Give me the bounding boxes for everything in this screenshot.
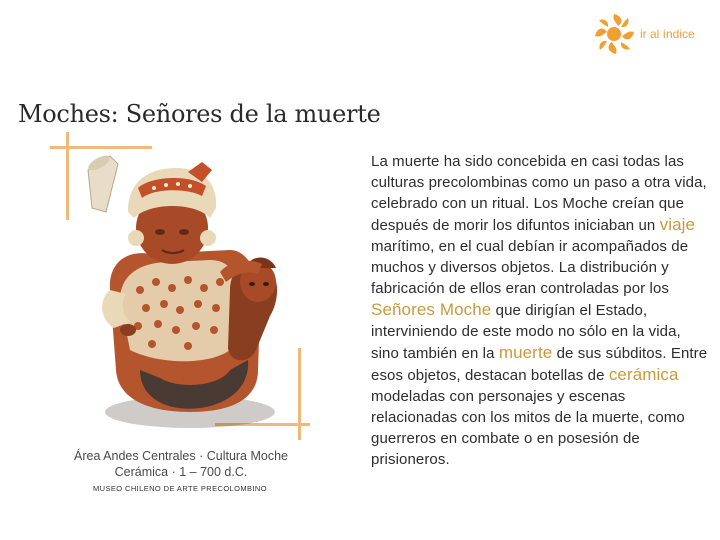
caption-line-1: Área Andes Centrales · Cultura Moche [74, 449, 288, 463]
highlight-viaje: viaje [659, 215, 696, 234]
caption-line-2: Cerámica · 1 – 700 d.C. [114, 465, 248, 479]
sun-spiral-logo-icon[interactable] [592, 12, 638, 56]
body-text-1: La muerte ha sido concebida en casi todas las culturas precolombinas como un paso a otra vida, celebrado con un ritual. Los Moche creían que después de morir los difuntos iniciaban un [371, 153, 707, 234]
body-text-2: marítimo, en el cual debían ir acompañados de muchos y diversos objetos. La distribución y fabricación de ellos eran controladas por los [371, 238, 689, 297]
body-text-5: modeladas con personajes y escenas relacionadas con los mitos de la muerte, como guerreros en combate o en posesión de prisioneros. [371, 388, 685, 468]
highlight-senores-moche: Señores Moche [371, 300, 492, 319]
figure-caption [50, 448, 312, 480]
highlight-ceramica: cerámica [608, 365, 679, 384]
body-text-4: de sus súbditos. Entre esos objetos, destacan botellas de [371, 345, 708, 384]
museum-credit: MUSEO CHILENO DE ARTE PRECOLOMBINO [93, 484, 267, 493]
moche-ceramic-figure [80, 150, 305, 435]
body-text-3: que dirigían el Estado, interviniendo de este modo no sólo en la vida, sino también en la [371, 302, 681, 362]
index-link[interactable]: ir al índice [640, 27, 695, 41]
page-title: Moches: Señores de la muerte [18, 100, 381, 128]
frame-left-line [66, 132, 69, 220]
highlight-muerte: muerte [498, 343, 553, 362]
body-paragraph [371, 151, 709, 470]
